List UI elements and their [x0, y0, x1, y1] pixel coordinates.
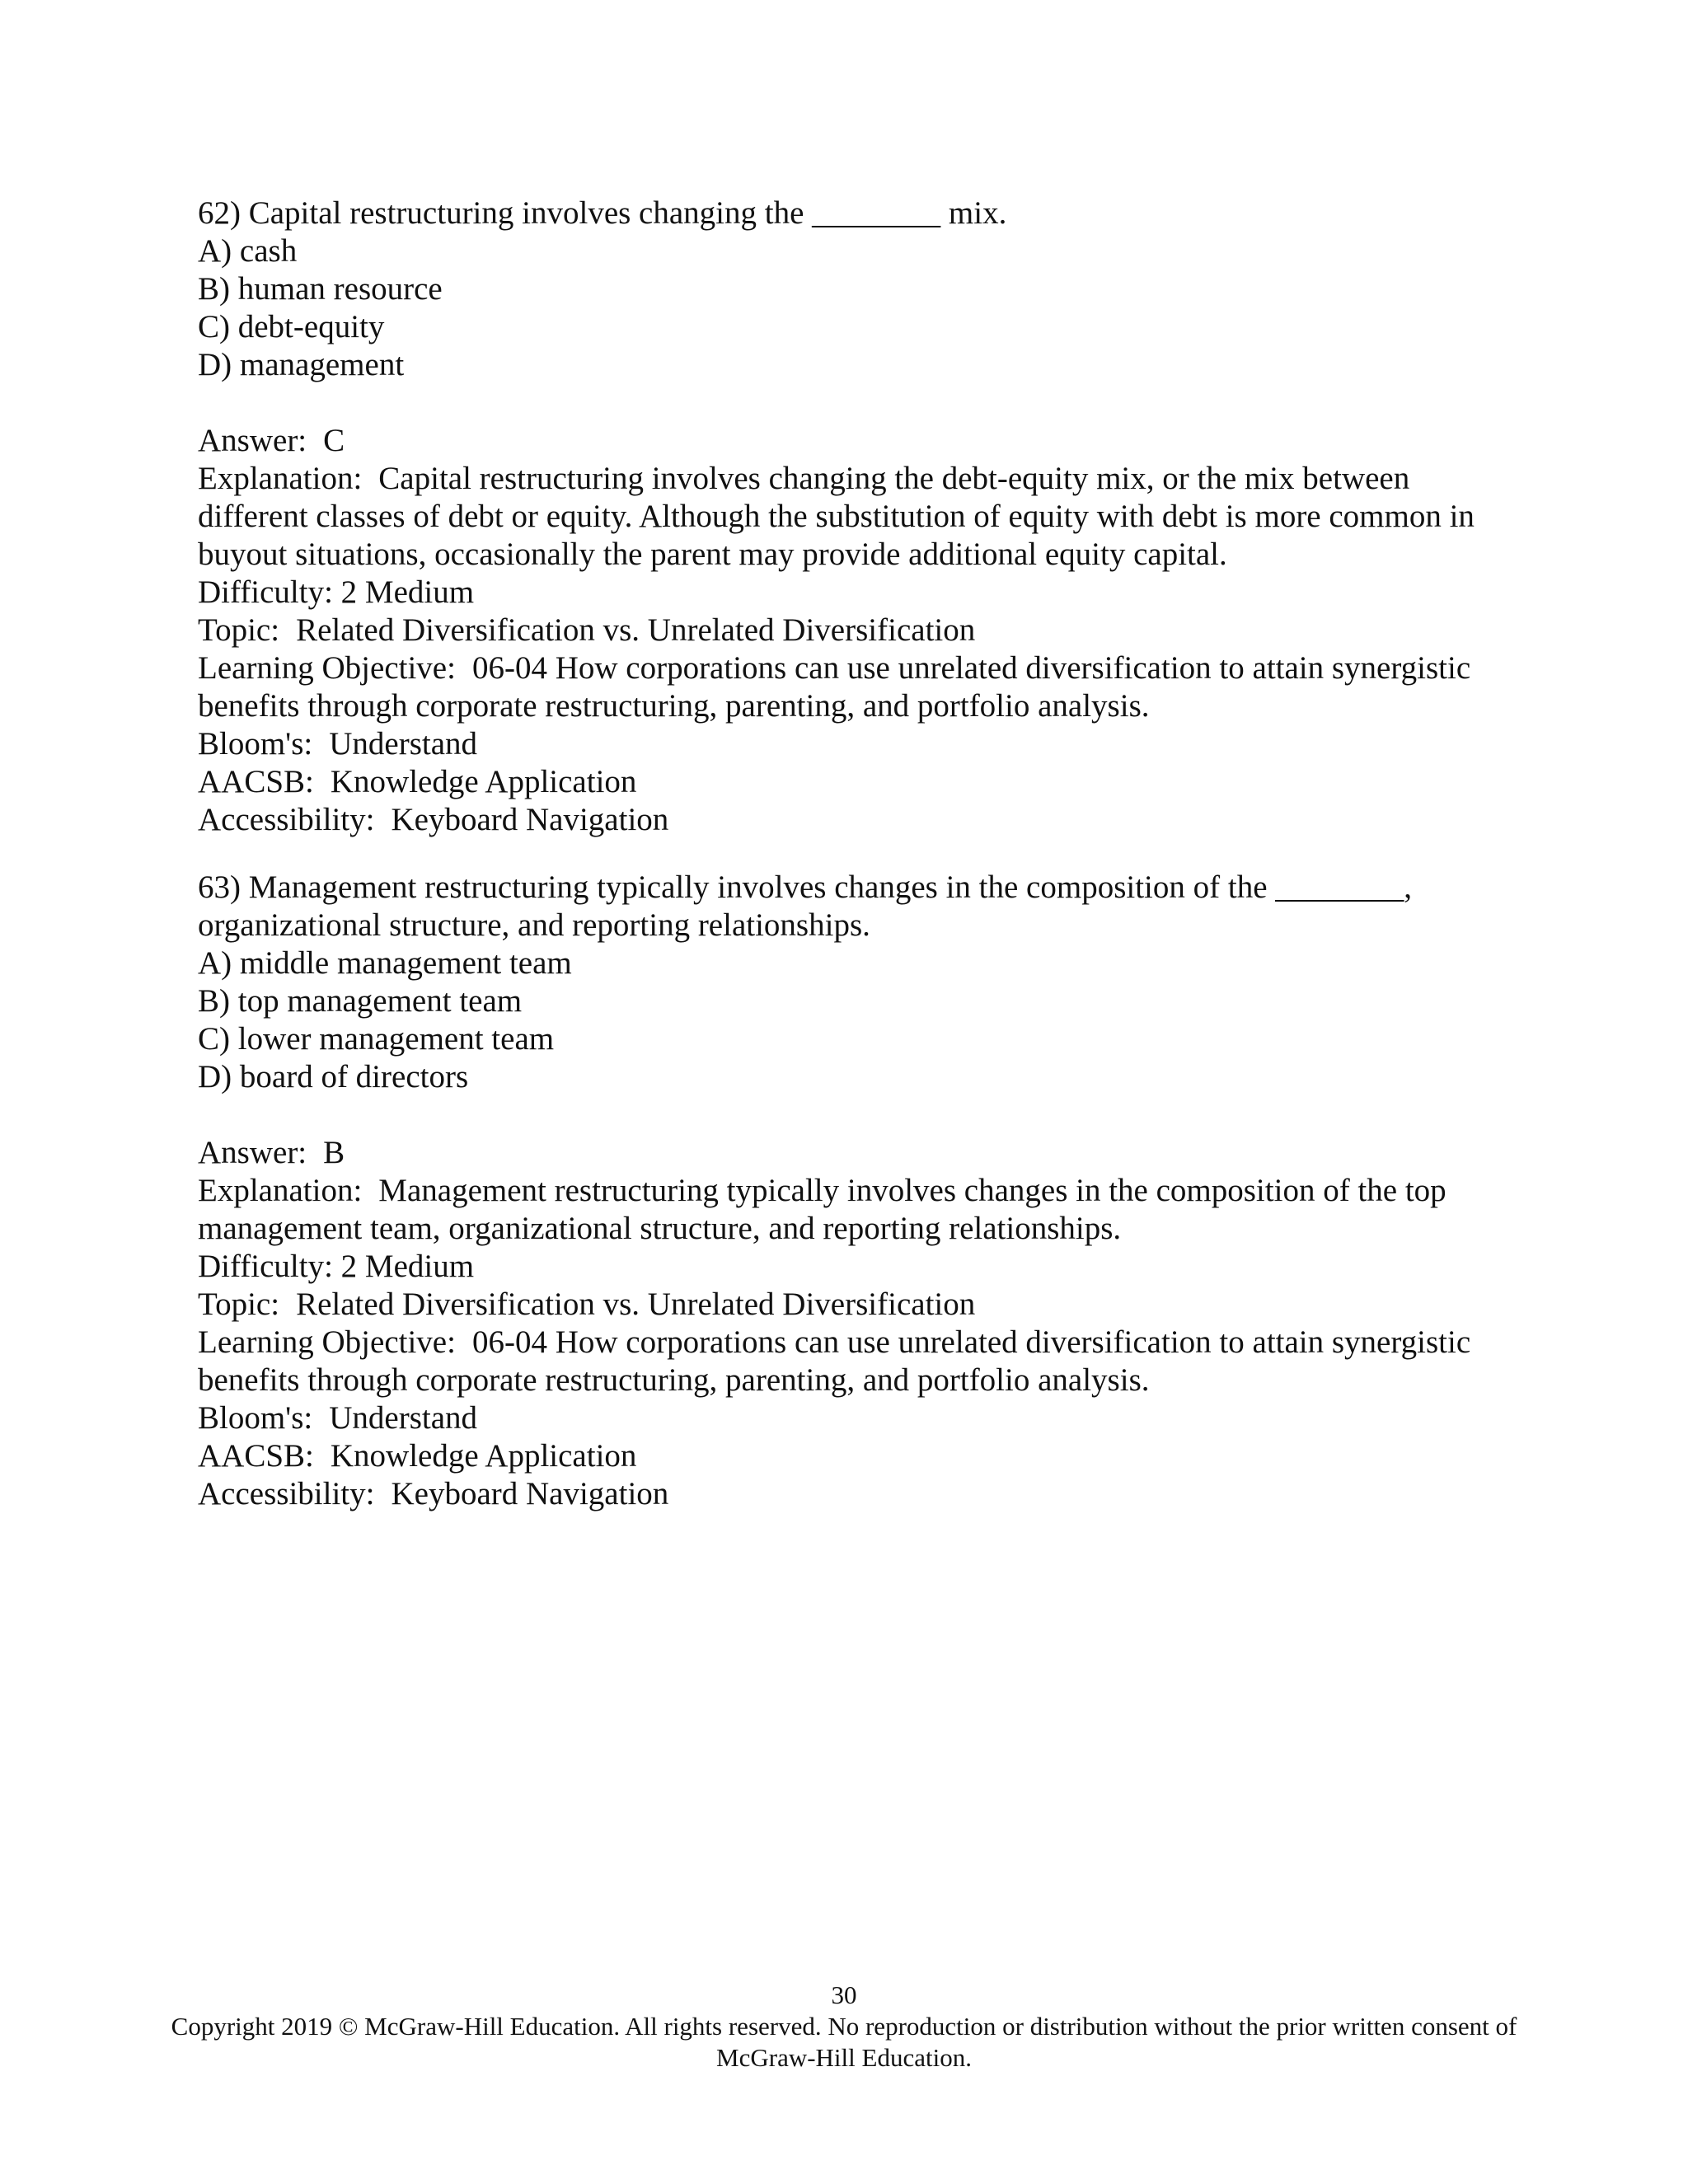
page-footer [165, 1980, 1523, 2074]
aacsb-line [198, 763, 1500, 801]
explanation-text: Management restructuring typically involves changes in the composition of the top management team, organizational structure, and reporting relationships. [198, 1173, 1455, 1246]
explanation-line [198, 460, 1500, 574]
spacer [198, 1096, 1500, 1134]
option-b: B) top management team [198, 983, 523, 1019]
objective-line [198, 649, 1500, 725]
aacsb-value: Knowledge Application [330, 764, 637, 799]
objective-value: 06-04 How corporations can use unrelated diversification to attain synergistic benefits through corporate restructuring, parenting, and portfolio analysis. [198, 650, 1479, 724]
option-c: C) debt-equity [198, 309, 385, 344]
accessibility-label: Accessibility: [198, 802, 375, 837]
accessibility-value: Keyboard Navigation [391, 1476, 669, 1511]
page-number: 30 [831, 1980, 857, 2009]
accessibility-value: Keyboard Navigation [391, 802, 669, 837]
option-a: A) cash [198, 233, 298, 269]
question-63 [198, 869, 1500, 1513]
aacsb-line [198, 1437, 1500, 1475]
aacsb-label: AACSB: [198, 1438, 314, 1474]
topic-value: Related Diversification vs. Unrelated Diversification [296, 1286, 976, 1322]
spacer [198, 384, 1500, 422]
answer-value: C [323, 423, 345, 458]
option-d: D) board of directors [198, 1059, 469, 1094]
aacsb-label: AACSB: [198, 764, 314, 799]
option-c: C) lower management team [198, 1021, 555, 1057]
question-62 [198, 194, 1500, 839]
blooms-label: Bloom's: [198, 726, 313, 762]
topic-value: Related Diversification vs. Unrelated Diversification [296, 612, 976, 648]
answer-label: Answer: [198, 423, 307, 458]
blooms-label: Bloom's: [198, 1400, 313, 1436]
accessibility-label: Accessibility: [198, 1476, 375, 1511]
topic-label: Topic: [198, 612, 280, 648]
blooms-line [198, 1399, 1500, 1437]
blooms-line [198, 725, 1500, 763]
explanation-label: Explanation: [198, 1173, 363, 1208]
topic-line [198, 1286, 1500, 1324]
explanation-text: Capital restructuring involves changing the debt-equity mix, or the mix between different classes of debt or equity. Although the substitution of equity with debt is more common in buyout situations, occasionally the parent may provide additional equity capital. [198, 461, 1483, 572]
topic-label: Topic: [198, 1286, 280, 1322]
answer-line [198, 1134, 1500, 1172]
page-content [198, 194, 1500, 1513]
answer-label: Answer: [198, 1135, 307, 1170]
accessibility-line [198, 801, 1500, 839]
objective-value: 06-04 How corporations can use unrelated diversification to attain synergistic benefits through corporate restructuring, parenting, and portfolio analysis. [198, 1324, 1479, 1398]
explanation-label: Explanation: [198, 461, 363, 496]
difficulty-line: Difficulty: 2 Medium [198, 574, 475, 610]
question-stem: 63) Management restructuring typically involves changes in the composition of the ________, organizational structure, and reporting relationships. [198, 869, 1420, 943]
explanation-line [198, 1172, 1500, 1248]
blooms-value: Understand [329, 1400, 478, 1436]
option-a: A) middle management team [198, 945, 572, 981]
topic-line [198, 612, 1500, 649]
answer-value: B [323, 1135, 345, 1170]
objective-label: Learning Objective: [198, 1324, 456, 1360]
accessibility-line [198, 1475, 1500, 1513]
objective-label: Learning Objective: [198, 650, 456, 686]
answer-line [198, 422, 1500, 460]
option-b: B) human resource [198, 271, 443, 307]
question-stem: 62) Capital restructuring involves changing the ________ mix. [198, 195, 1007, 231]
aacsb-value: Knowledge Application [330, 1438, 637, 1474]
copyright-notice: Copyright 2019 © McGraw-Hill Education. All rights reserved. No reproduction or distribution without the prior written consent of McGraw-Hill Education. [171, 2012, 1517, 2072]
difficulty-line: Difficulty: 2 Medium [198, 1249, 475, 1284]
blooms-value: Understand [329, 726, 478, 762]
objective-line [198, 1324, 1500, 1399]
option-d: D) management [198, 347, 405, 382]
